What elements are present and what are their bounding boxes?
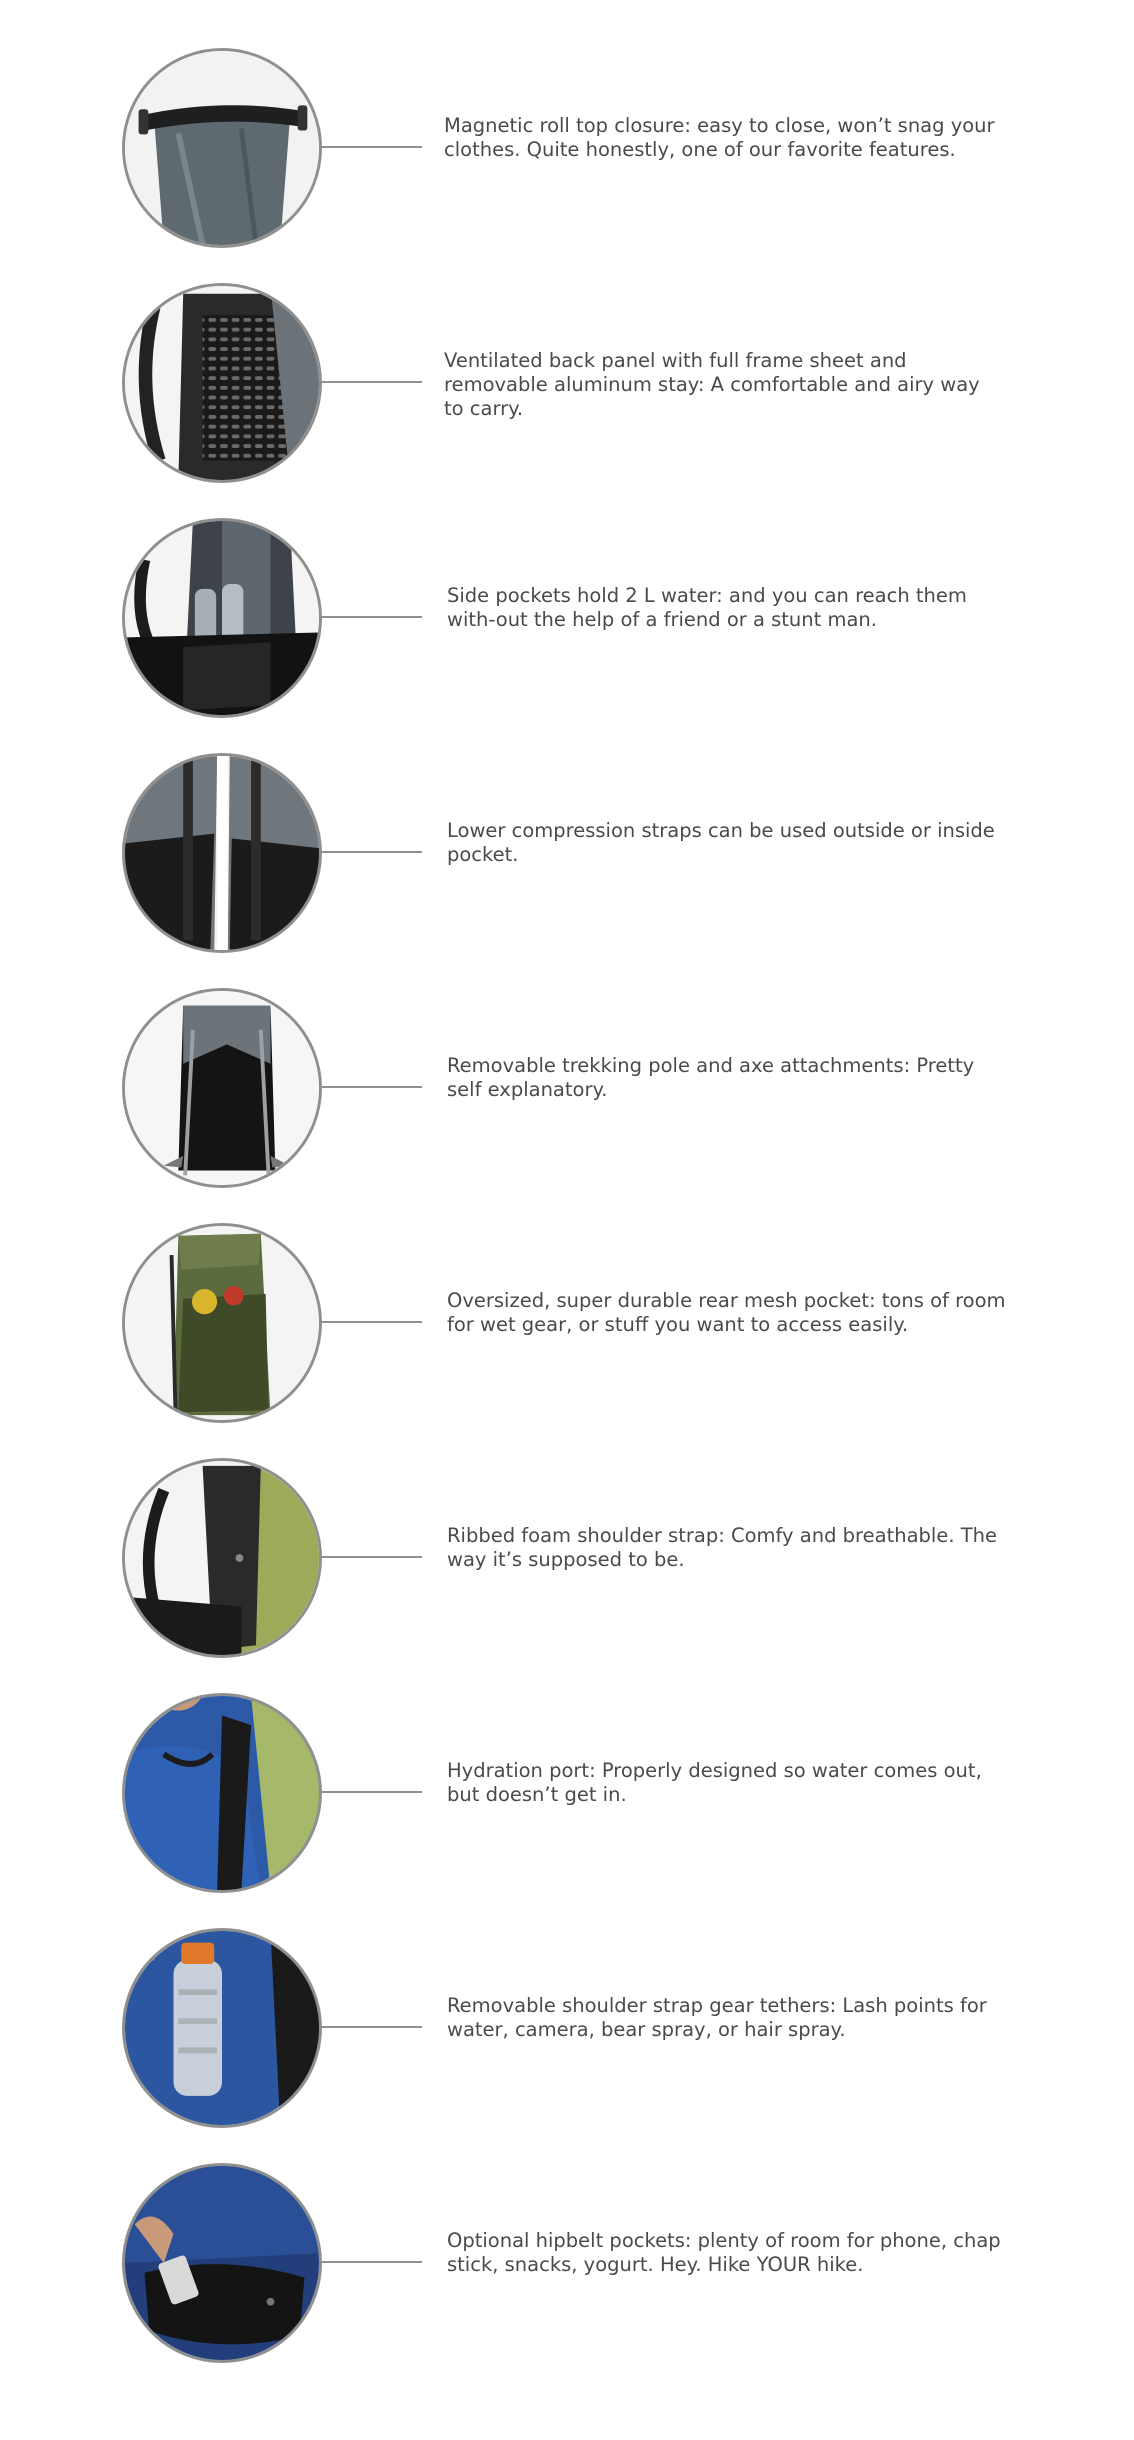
feature-caption: Removable trekking pole and axe attachments: Pretty self explanatory.	[447, 1054, 975, 1101]
leader-line	[322, 146, 422, 148]
leader-line	[322, 1791, 422, 1793]
leader-line	[322, 1321, 422, 1323]
feature-back-panel	[0, 283, 1134, 493]
hipbelt-pocket-photo	[122, 2163, 322, 2363]
feature-caption: Magnetic roll top closure: easy to close, won’t snag your clothes. Quite honestly, one of our favorite features.	[444, 114, 995, 161]
feature-pole-attachments	[0, 988, 1134, 1198]
leader-line	[322, 2026, 422, 2028]
feature-gear-tethers	[0, 1928, 1134, 2138]
feature-caption: Optional hipbelt pockets: plenty of room for phone, chap stick, snacks, yogurt. Hey. Hike YOUR hike.	[447, 2229, 1001, 2276]
roll-top-closure-photo	[122, 48, 322, 248]
feature-caption: Ribbed foam shoulder strap: Comfy and breathable. The way it’s supposed to be.	[447, 1524, 997, 1571]
gear-tether-bottle-photo	[122, 1928, 322, 2128]
feature-mesh-pocket	[0, 1223, 1134, 1433]
ventilated-back-panel-photo	[122, 283, 322, 483]
feature-hipbelt-pockets	[0, 2163, 1134, 2373]
rear-mesh-pocket-photo	[122, 1223, 322, 1423]
leader-line	[322, 1086, 422, 1088]
feature-caption: Removable shoulder strap gear tethers: Lash points for water, camera, bear spray, or hair spray.	[447, 1994, 987, 2041]
side-pockets-bottles-photo	[122, 518, 322, 718]
feature-compression-straps	[0, 753, 1134, 963]
feature-side-pockets	[0, 518, 1134, 728]
feature-shoulder-strap	[0, 1458, 1134, 1668]
leader-line	[322, 1556, 422, 1558]
hydration-port-photo	[122, 1693, 322, 1893]
feature-caption: Side pockets hold 2 L water: and you can reach them with-out the help of a friend or a stunt man.	[447, 584, 967, 631]
feature-caption: Ventilated back panel with full frame sheet and removable aluminum stay: A comfortable and airy way to carry.	[444, 349, 980, 420]
ribbed-shoulder-strap-photo	[122, 1458, 322, 1658]
feature-caption: Lower compression straps can be used outside or inside pocket.	[447, 819, 995, 866]
lower-compression-straps-photo	[122, 753, 322, 953]
feature-roll-top	[0, 48, 1134, 258]
feature-caption: Hydration port: Properly designed so water comes out, but doesn’t get in.	[447, 1759, 982, 1806]
leader-line	[322, 851, 422, 853]
feature-caption: Oversized, super durable rear mesh pocket: tons of room for wet gear, or stuff you want to access easily.	[447, 1289, 1006, 1336]
feature-hydration-port	[0, 1693, 1134, 1903]
leader-line	[322, 2261, 422, 2263]
trekking-pole-attachments-photo	[122, 988, 322, 1188]
leader-line	[322, 616, 422, 618]
leader-line	[322, 381, 422, 383]
